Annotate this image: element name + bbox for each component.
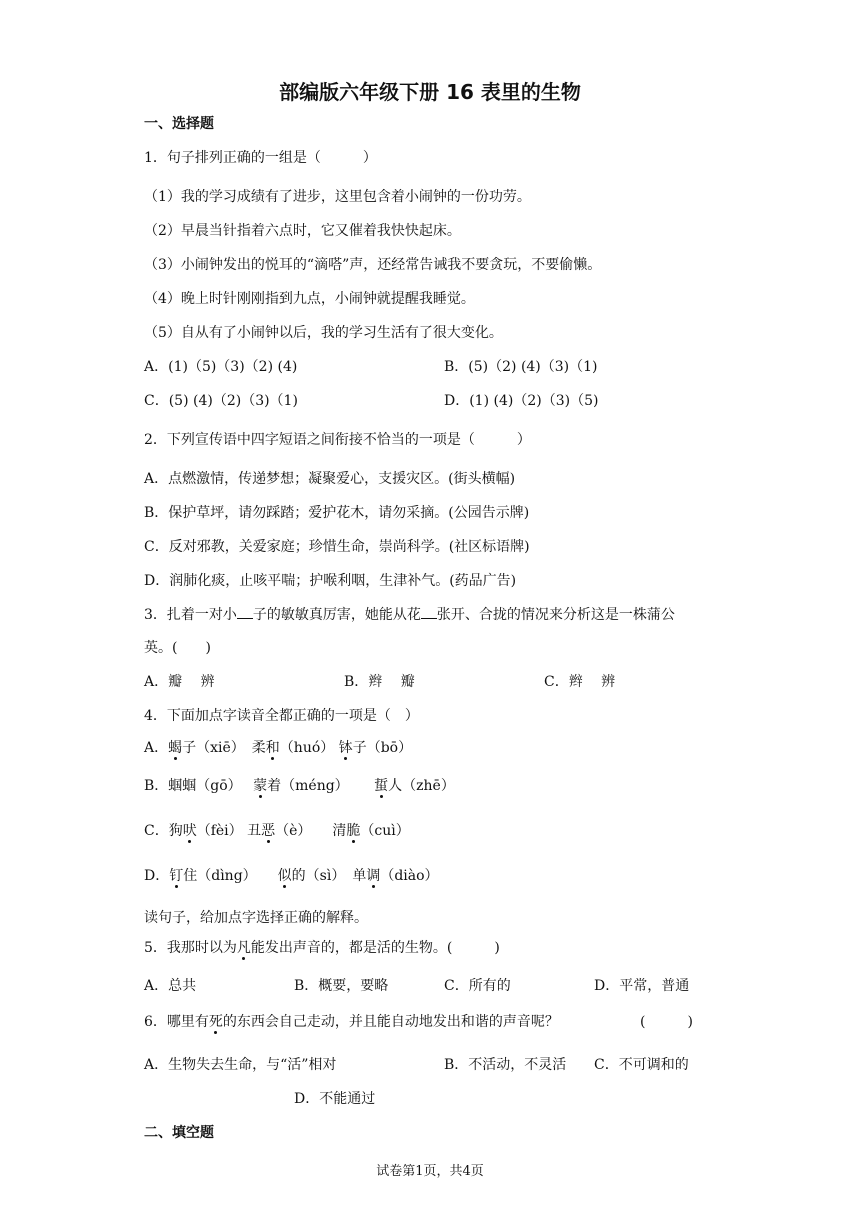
q4-a-text-2: （huó） xyxy=(279,740,339,756)
q3-stem-part2: 子的敏敏真厉害，她能从花 xyxy=(252,607,421,623)
q6-option-c[interactable]: C．不可调和的 xyxy=(594,1057,689,1073)
q5-option-c[interactable]: C．所有的 xyxy=(444,978,511,994)
q4-c-dotted-char-3: 脆 xyxy=(346,823,361,839)
q3-stem-line2: 英。( ) xyxy=(144,640,211,656)
q3-stem-line1 xyxy=(144,604,675,624)
q1-option-a[interactable]: A．(1)（5)（3)（2) (4) xyxy=(144,359,298,375)
q2-option-c[interactable]: C．反对邪教，关爱家庭；珍惜生命，崇尚科学。(社区标语牌) xyxy=(144,539,530,555)
section-heading-choice: 一、选择题 xyxy=(144,116,214,132)
page-footer: 试卷第1页，共4页 xyxy=(376,1164,484,1179)
q1-sentence-5: （5）自从有了小闹钟以后，我的学习生活有了很大变化。 xyxy=(144,325,503,341)
q1-sentence-2: （2）早晨当针指着六点时，它又催着我快快起床。 xyxy=(144,223,461,239)
q4-option-b[interactable] xyxy=(144,775,455,795)
q1-option-c[interactable]: C．(5) (4)（2)（3)（1) xyxy=(144,393,298,409)
q4-b-text-0: B．蝈蝈（gō） xyxy=(144,778,254,794)
q4-option-d[interactable] xyxy=(144,865,439,885)
page-title: 部编版六年级下册 16 表里的生物 xyxy=(279,80,581,104)
q4-c-text-0: C．狗 xyxy=(144,823,183,839)
q4-a-dotted-char-1: 蝎 xyxy=(168,740,183,756)
q4-c-text-1: （fèi） 丑 xyxy=(196,823,262,839)
q4-c-dotted-char-2: 恶 xyxy=(261,823,276,839)
q4-a-label: A． xyxy=(144,740,169,756)
q4-b-text-2: 人（zhē） xyxy=(388,778,455,794)
q3-option-c[interactable]: C．辫 辨 xyxy=(544,674,616,690)
q4-d-dotted-char-3: 调 xyxy=(366,868,381,884)
q6-stem-pre: 6．哪里有 xyxy=(144,1014,209,1030)
q6-stem xyxy=(144,1011,559,1031)
q5-option-a[interactable]: A．总共 xyxy=(144,978,197,994)
q4-c-text-3: （cuì） xyxy=(360,823,410,839)
q2-option-b[interactable]: B．保护草坪，请勿踩踏；爱护花木，请勿采摘。(公园告示牌) xyxy=(144,505,530,521)
q5-option-b[interactable]: B．概要，要略 xyxy=(294,978,389,994)
q4-d-text-3: （diào） xyxy=(380,868,439,884)
q4-b-text-1: 着（méng） xyxy=(267,778,375,794)
q3-blank-1 xyxy=(237,606,253,619)
q3-option-a[interactable]: A．瓣 辨 xyxy=(144,674,215,690)
q5-stem xyxy=(144,937,500,957)
q4-a-dotted-char-3: 钵 xyxy=(338,740,353,756)
q1-sentence-4: （4）晚上时针刚刚指到九点，小闹钟就提醒我睡觉。 xyxy=(144,291,475,307)
q6-option-a[interactable]: A．生物失去生命，与“活”相对 xyxy=(144,1057,337,1073)
q4-d-text-2: 的（sì） 单 xyxy=(291,868,367,884)
section-heading-fill: 二、填空题 xyxy=(144,1125,214,1141)
q2-option-a[interactable]: A．点燃激情，传递梦想；凝聚爱心，支援灾区。(街头横幅) xyxy=(144,471,516,487)
q4-stem: 4．下面加点字读音全都正确的一项是（ ） xyxy=(144,708,419,724)
q6-dotted-char: 死 xyxy=(208,1014,223,1030)
q6-stem-post: 的东西会自己走动，并且能自动地发出和谐的声音呢？ xyxy=(222,1014,559,1030)
q5-dotted-char: 凡 xyxy=(236,940,251,956)
q2-option-d[interactable]: D．润肺化痰，止咳平喘；护喉利咽，生津补气。(药品广告) xyxy=(144,573,517,589)
q3-option-b[interactable]: B．辫 瓣 xyxy=(344,674,415,690)
q4-c-dotted-char-1: 吠 xyxy=(182,823,197,839)
q1-option-b[interactable]: B．(5)（2) (4)（3)（1) xyxy=(444,359,598,375)
q5-stem-pre: 5．我那时以为 xyxy=(144,940,237,956)
q1-option-d[interactable]: D．(1) (4)（2)（3)（5) xyxy=(444,393,599,409)
q5-stem-post: 能发出声音的，都是活的生物。( ) xyxy=(250,940,500,956)
q4-option-c[interactable] xyxy=(144,820,410,840)
q4-d-text-1: 住（dìng） xyxy=(183,868,278,884)
q6-answer-paren: ( ) xyxy=(640,1014,693,1030)
q6-option-d[interactable]: D．不能通过 xyxy=(294,1091,376,1107)
q1-stem: 1．句子排列正确的一组是（ ） xyxy=(144,150,377,166)
q4-b-dotted-char-2: 蜇 xyxy=(374,778,389,794)
q1-sentence-3: （3）小闹钟发出的悦耳的“滴嗒”声，还经常告诫我不要贪玩，不要偷懒。 xyxy=(144,257,602,273)
q4-a-text-1: 子（xiē） 柔 xyxy=(182,740,266,756)
q1-sentence-1: （1）我的学习成绩有了进步，这里包含着小闹钟的一份功劳。 xyxy=(144,189,531,205)
q6-option-b[interactable]: B．不活动，不灵活 xyxy=(444,1057,567,1073)
q3-stem-part1: 3．扎着一对小 xyxy=(144,607,237,623)
q3-stem-part3: 张开、合拢的情况来分析这是一株蒲公 xyxy=(436,607,675,623)
q4-d-label: D． xyxy=(144,868,170,884)
q5-option-d[interactable]: D．平常，普通 xyxy=(594,978,690,994)
q4-a-text-3: 子（bō） xyxy=(352,740,413,756)
q3-blank-2 xyxy=(421,606,437,619)
q4-option-a[interactable] xyxy=(144,737,412,757)
q4-d-dotted-char-1: 钉 xyxy=(169,868,184,884)
q2-stem: 2．下列宣传语中四字短语之间衔接不恰当的一项是（ ） xyxy=(144,432,531,448)
q4-d-dotted-char-2: 似 xyxy=(277,868,292,884)
q4-c-text-2: （è） 清 xyxy=(275,823,347,839)
q4-a-dotted-char-2: 和 xyxy=(265,740,280,756)
instruction-text: 读句子，给加点字选择正确的解释。 xyxy=(144,910,368,926)
q4-b-dotted-char-1: 蒙 xyxy=(253,778,268,794)
